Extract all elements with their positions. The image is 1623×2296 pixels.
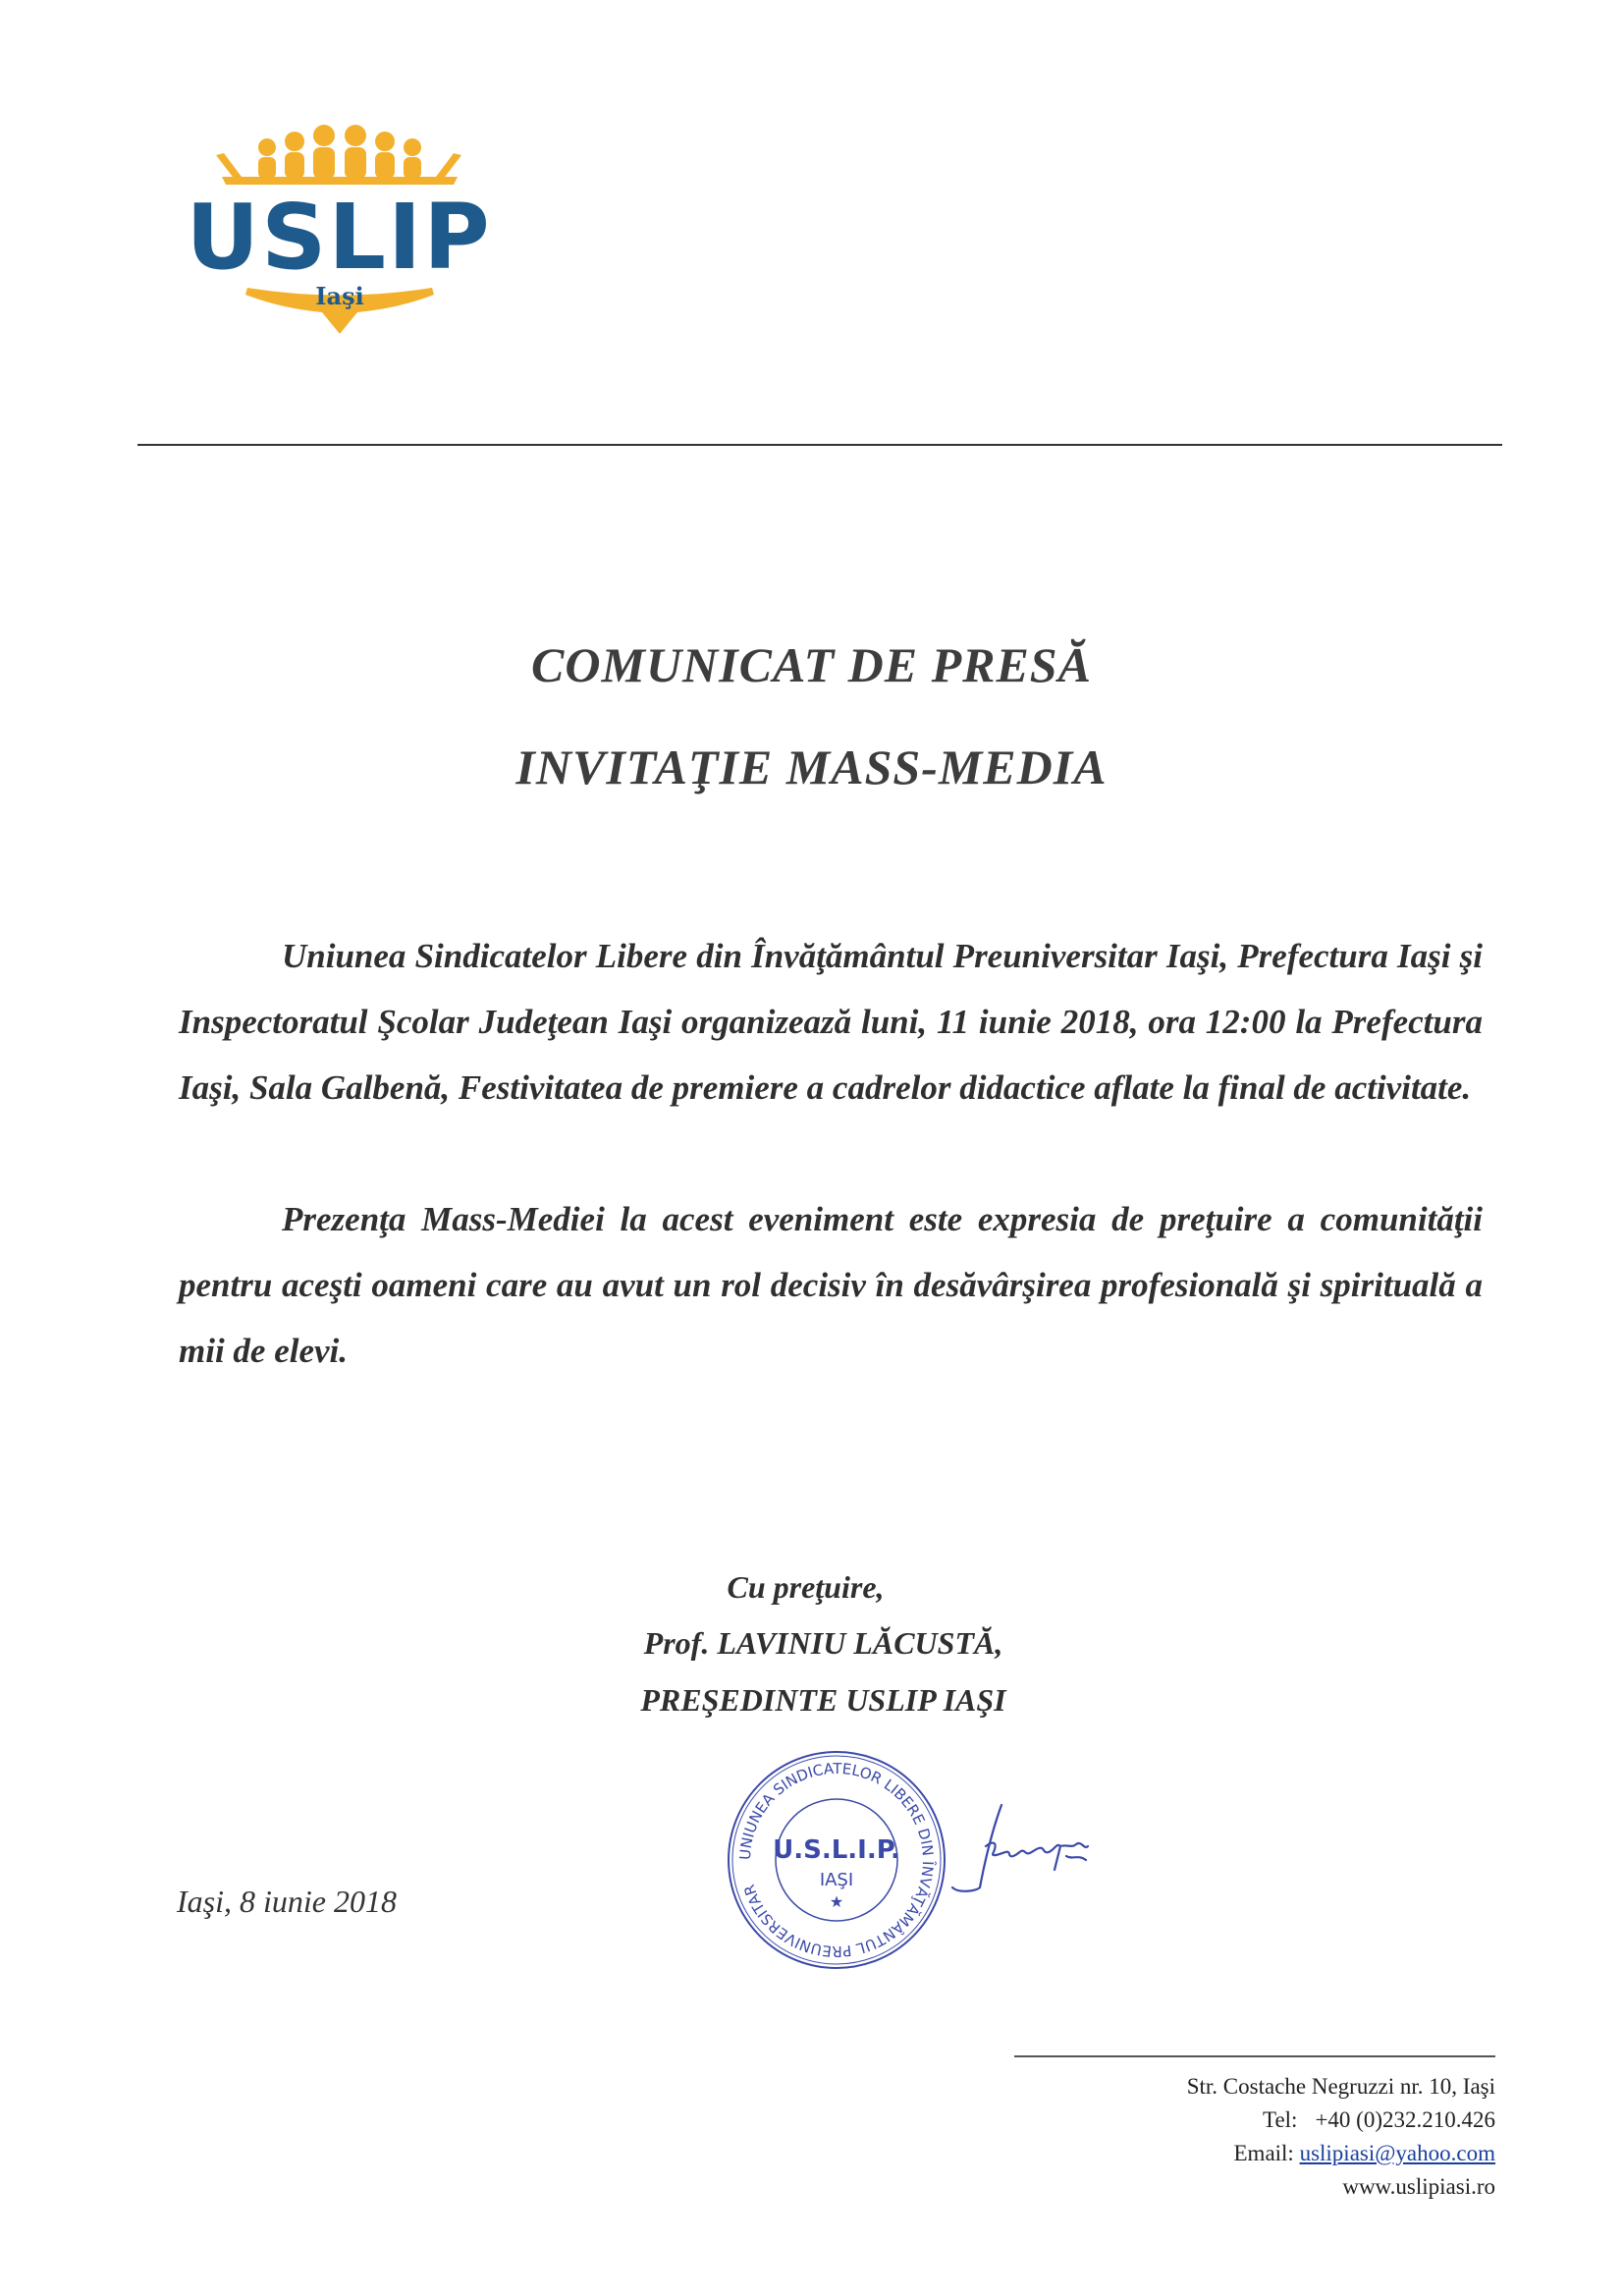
handwritten-signature <box>950 1797 1098 1905</box>
logo-city: Iaşi <box>315 282 364 310</box>
footer-website[interactable]: www.uslipiasi.ro <box>1342 2174 1495 2199</box>
header-divider <box>137 444 1502 446</box>
stamp-ring-text: UNIUNEA SINDICATELOR LIBERE DIN ÎNVĂŢĂMÂNTUL PREUNIVERSITAR <box>735 1759 938 1961</box>
closing-salutation: Cu preţuire, <box>727 1569 885 1605</box>
stamp-city-text: IAŞI <box>819 1870 854 1890</box>
star-icon: ★ <box>829 1892 844 1911</box>
body-paragraph-1 <box>179 923 1483 1121</box>
document-title: COMUNICAT DE PRESĂ <box>531 637 1092 692</box>
uslip-wordmark <box>186 185 491 290</box>
phone-value: +40 (0)232.210.426 <box>1315 2107 1495 2132</box>
people-icon <box>216 125 461 185</box>
email-label: Email: <box>1233 2141 1294 2165</box>
paragraph-text: Uniunea Sindicatelor Libere din Învăţământul Preuniversitar Iaşi, Prefectura Iaşi şi Inspectoratul Şcolar Judeţean Iaşi organizează luni, 11 iunie 2018, ora 12:00 la Prefectura Iaşi, Sala Galbenă, Festivitatea de premiere a cadrelor didactice aflate la final de activitate. <box>179 937 1483 1107</box>
signatory-name: Prof. LAVINIU LĂCUSTĂ, <box>643 1625 1003 1661</box>
body-paragraph-2 <box>179 1186 1483 1384</box>
document-subtitle: INVITAŢIE MASS-MEDIA <box>515 739 1108 794</box>
footer-divider <box>1014 2055 1495 2057</box>
stamp-center-text: U.S.L.I.P. <box>773 1835 900 1865</box>
logo-name: USLIP <box>186 185 492 290</box>
phone-label: Tel: <box>1263 2107 1298 2132</box>
email-link[interactable]: uslipiasi@yahoo.com <box>1299 2141 1495 2165</box>
signatory-title: PREŞEDINTE USLIP IAŞI <box>640 1682 1006 1718</box>
place-date: Iaşi, 8 iunie 2018 <box>177 1884 397 1919</box>
uslip-logo <box>147 116 530 337</box>
footer-phone <box>1187 2104 1495 2137</box>
footer-email <box>1187 2137 1495 2170</box>
footer-address: Str. Costache Negruzzi nr. 10, Iaşi <box>1186 2074 1495 2099</box>
official-stamp <box>725 1748 948 1972</box>
footer-contact <box>1187 2070 1495 2204</box>
paragraph-text: Prezenţa Mass-Mediei la acest eveniment este expresia de preţuire a comunităţii pentru aceşti oameni care au avut un rol decisiv în desăvârşirea profesională şi spirituală a mii de elevi. <box>179 1200 1483 1370</box>
